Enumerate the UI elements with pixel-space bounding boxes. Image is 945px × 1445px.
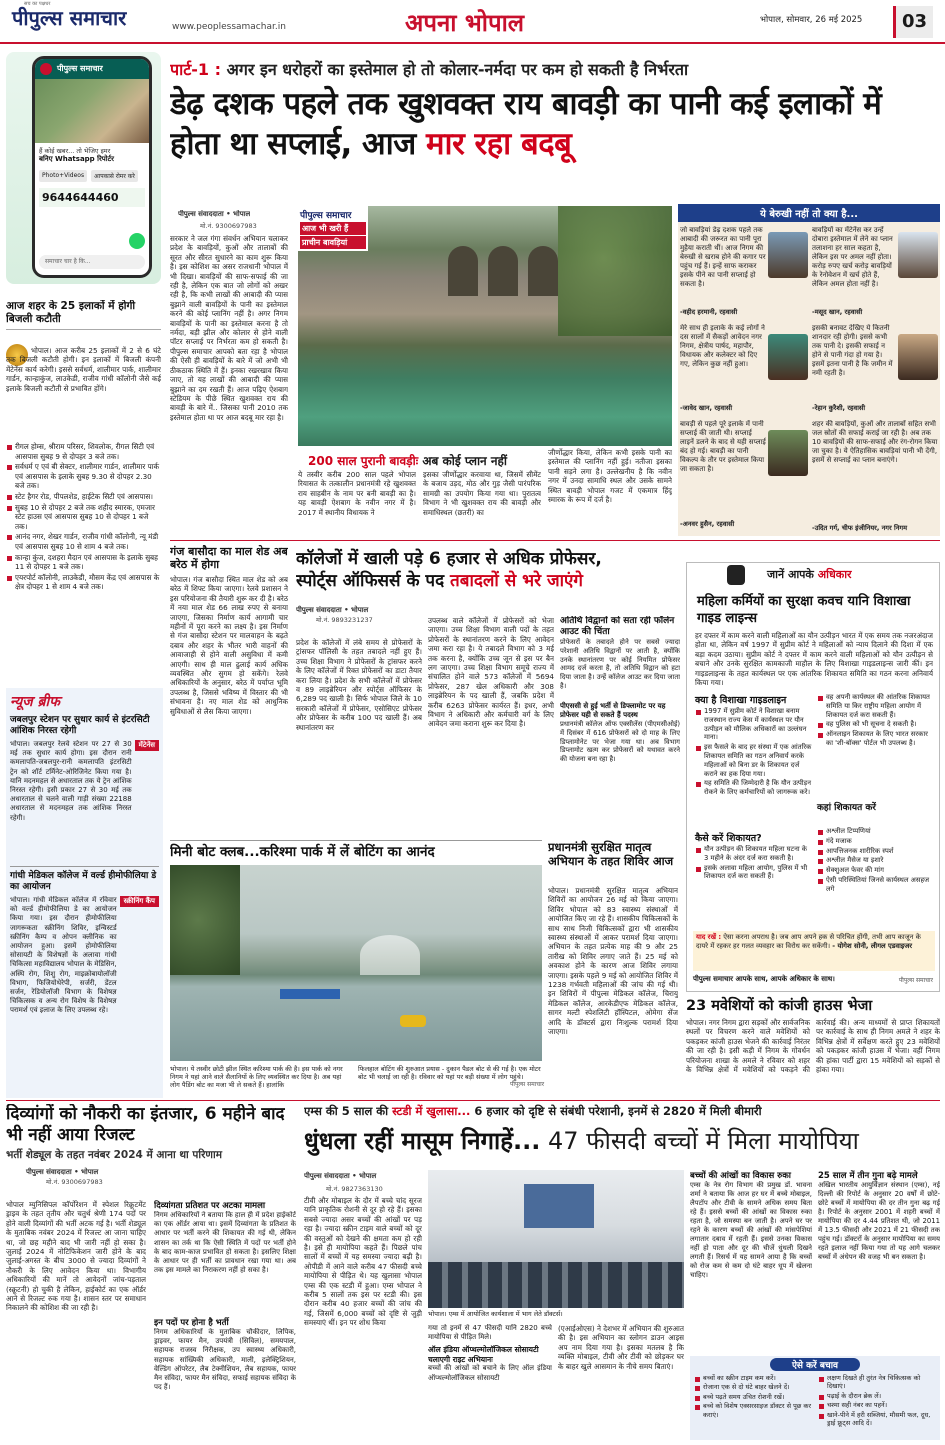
ganj-body: भोपाल। गंज बासौदा स्थित माल शेड को अब बरेठ में शिफ्ट किया जाएगा। रेलवे प्रशासन ने इस परियोजना की तैयारी शुरू कर दी है। बरेठ में नया माल शेड 66 लाख रुपए से बनाया जाएगा, जिसका निर्माण कार्य आगामी चार महीनों में पूरा करने का लक्ष्य है। इस निर्माण से गंज बासौदा स्टेशन पर मालवाहन के बढ़ते दबाव और शहर के भीतर भारी वाहनों की आवाजाही से होने वाली असुविधा में कमी आएगी। साथ ही माल ढुलाई कार्य अधिक व्यवस्थित और सुगम हो सकेंगे। रेलवे अधिकारियों के अनुसार, बरेठ में पर्याप्त भूमि उपलब्ध है, जिससे भविष्य में विस्तार की भी संभावना है। नए माल शेड को आधुनिक सुविधाओं से लैस किया जाएगा।: [170, 575, 288, 716]
quote-text: मेरे साथ ही इलाके के कई लोगों ने दस सालों में सैकड़ों आवेदन नगर निगम, क्षेत्रीय पार्षद, महापौर, विधायक और कलेक्टर को दिए गए, लेकिन कुछ नहीं हुआ।: [680, 324, 765, 368]
side2-title: 25 साल में तीन गुना बढ़े मामले: [818, 1171, 918, 1181]
list-item: रीगल होम्स, श्रीराम परिसर, शिवलोक, रीगल सिटी एवं आसपास सुबह 9 से दोपहर 3 बजे तक।: [6, 442, 161, 461]
page-number: 03: [893, 6, 933, 38]
headline-rest: 47 फीसदी बच्चों में मिला मायोपिया: [548, 1127, 859, 1155]
lead-kicker: [170, 58, 940, 80]
guest-faculty-title: अतिथि विद्वानों को सता रही फॉलेन आउट की चिंता: [560, 616, 675, 637]
fist-icon: [727, 565, 745, 585]
tips-left-list: [694, 1374, 812, 1440]
note-sign: - योगेश सोनी, लीगल एडवाइजर: [832, 941, 913, 950]
list-item: ऐसी परिस्थितियां जिनसे कार्यस्थल असहज लगे: [817, 876, 935, 894]
aiims-photo-caption: भोपाल। एम्स में आयोजित कार्यशाला में भाग लेते डॉक्टर्स।: [428, 1310, 563, 1318]
jobs-title: दिव्यांगों को नौकरी का इंतजार, 6 महीने बाद भी नहीं आया रिजल्ट: [6, 1104, 285, 1145]
list-item: ऑनलाइन शिकायत के लिए भारत सरकार का 'शी-बॉक्स' पोर्टल भी उपलब्ध है।: [817, 730, 935, 748]
photo-logo: पीपुल्स समाचार: [300, 211, 352, 221]
rights-how-list: [695, 845, 813, 925]
guest-faculty-box: [560, 616, 680, 840]
avatar: [898, 232, 938, 278]
kicker-text: अगर इन धरोहरों का इस्तेमाल हो तो कोलार-नर्मदा पर कम हो सकती है निर्भरता: [226, 60, 689, 79]
aiims-headline: [304, 1125, 940, 1157]
chat-input-bar[interactable]: समाचार चार है कि...: [39, 255, 145, 269]
brief-text-2: भोपाल। गांधी मेडिकल कॉलेज में रविवार को वर्ल्ड हीमोफीलिया डे का आयोजन किया गया। इस दौरान हीमोफीलिया जागरूकता स्क्रीनिंग शिविर, इन्विस्टर्ड स्क्रीनिंग कैम्प व ओपन क्लीनिक का आयोजन हुआ। इसमें होमोफीलिया सोसायटी के विशेषज्ञों के अलावा गांधी चिकित्सा महाविद्यालय भोपाल के मेडिसिन, अस्थि रोग, शिशु रोग, माइक्रोबायोलॉजी विभाग, फिजियोथेरेपी, सर्जरी, डेंटल सर्जन, रेडियोलॉजी विभाग के विशेषज्ञ चिकित्सक व अन्य रोग विशेष के विशेषज्ञ परामर्श एवं इलाज के लिए उपलब्ध रहे।: [10, 896, 117, 1015]
rights-col2-list: [817, 693, 935, 801]
section-divider: [170, 540, 940, 541]
kicker-rest: 6 हजार को दृष्टि से संबंधी परेशानी, इनमें से 2820 में मिली बीमारी: [474, 1104, 762, 1118]
boat-jetty: [280, 989, 340, 999]
list-item: बच्चे को विशेष एक्सरसाइज डॉक्टर से पूछ कर कराएं।: [694, 1402, 812, 1419]
ganj-article: [170, 545, 288, 825]
phone-mockup: [32, 56, 152, 278]
headline-part: स्पोर्ट्स ऑफिसर्स के पद: [296, 571, 445, 591]
cattle-article: [686, 996, 940, 1092]
lead-col-2: ये तस्वीर करीब 200 साल पहले भोपाल रियासत के तत्कालीन प्रधानमंत्री रहे खुशवक्त राय साहबीन के नाम पर बनी बावड़ी का है। यह बावड़ी ऐशबाग के नवीन नगर में है। 2017 में स्थानीय विधायक ने: [298, 470, 416, 517]
list-item: आपत्तिजनक शारीरिक स्पर्श: [817, 847, 935, 856]
aiims-side-1: [690, 1170, 812, 1350]
list-item: सेक्शुअल फेवर की मांग: [817, 866, 935, 875]
stepwell-arch-2: [488, 246, 518, 296]
avatar: [898, 334, 938, 380]
rights-label: [767, 567, 852, 582]
quote-2: [812, 226, 938, 320]
quote-1: [680, 226, 808, 320]
photo-caption-title: [308, 452, 507, 469]
report-button[interactable]: आपकासे रोमर करे: [91, 170, 138, 182]
power-cut-intro: भोपाल। आज करीब 25 इलाकों में 2 से 6 घंटे तक बिजली कटौती होगी। इन इलाकों में बिजली कंपनी मेंटेनेंस कार्य करेगी। इससे सर्वधर्म, शालीमार पार्क, शालीमार गार्डन, कान्हाकुंज, लाउकेडी, राजीव गांधी कॉलोनी जैसे कई इलाके बिजली कटौती से प्रभावित होंगे।: [6, 346, 161, 393]
rights-foot: पीपुल्स समाचार आपके साथ, आपके अधिकार के साथ।: [693, 975, 835, 983]
news-brief-label: न्यूज ब्रीफ: [10, 694, 60, 710]
aiims-side-2: [818, 1170, 940, 1350]
colleges-headline-2: [296, 570, 680, 592]
presentation-screen: [524, 1184, 594, 1228]
jobs-col2b-title: इन पदों पर होना है भर्ती: [154, 1318, 229, 1328]
lead-col-4: जीर्णोद्धार किया, लेकिन कभी इसके पानी का इस्तेमाल की प्लानिंग नहीं हुई। नतीजा इसका पानी सड़ने लगा है। उल्लेखनीय है कि नवीन नगर में उनदा सामाधि स्थल और उसके सामने स्थित बावड़ी भोपाल गजट में एकमात्र हिंदू स्मारक के रूप में दर्ज है।: [548, 448, 672, 505]
list-item: अश्लील मैसेज या इशारे: [817, 856, 935, 865]
aiims-col2-text: गया तो इनमें से 47 फीसदी यानि 2820 बच्चे मायोपिया से पीड़ित मिले।: [428, 1324, 552, 1342]
pm-camp-body: भोपाल। प्रधानमंत्री सुरक्षित मातृत्व अभियान शिविरों का आयोजन 26 मई को किया जाएगा। शिविर भोपाल को 83 स्वास्थ्य संस्थाओं में आयोजित किए जा रहे हैं। शासकीय चिकित्सकों के साथ साथ निजी चिकित्सकों द्वारा भी शासकीय स्वास्थ्य संस्थाओं में आकर परामर्श दिया जाएगा। अभियान के तहत प्रत्येक माह की 9 और 25 तारीख को शिविर लगाए जाते हैं। 25 मई को अवकाश होने के कारण आज शिविर लगाया जाएगा। इसके पहले 9 मई को आयोजित शिविर में 1238 गर्भवती महिलाओं की जांच की गई थी। इन शिविरों में पीपुल्स मेडिकल कॉलेज, चिरायु मेडिकल कॉलेज, आरकेडीएफ मेडिकल कॉलेज, सागर मल्टी स्पेशलिटी हॉस्पिटल, ओमेगा सेंज आदि के डॉक्टर्स द्वारा निःशुल्क परामर्श दिया जाएगा।: [548, 886, 678, 1037]
list-item: गंदे मजाक: [817, 837, 935, 846]
avatar: [768, 232, 808, 278]
quotes-sidebar-title: ये बेरुखी नहीं तो क्या है...: [678, 204, 940, 222]
promo-line1: हैं कोई खबर... तो भेजिए इमर: [39, 147, 111, 155]
list-item: यौन उत्पीड़न की शिकायत महिला घटना के 3 महीने के अंदर दर्ज करा सकती है।: [695, 845, 813, 863]
rights-credit: पीपुल्स समाचार: [898, 977, 933, 984]
avatar: [768, 334, 808, 380]
headline-part: धुंधला रहीं मासूम निगाहें...: [304, 1127, 541, 1155]
aiims-col-2: [428, 1324, 552, 1440]
quote-4: [812, 324, 938, 416]
boat-1: [400, 1015, 426, 1027]
list-item: लक्षण दिखते ही तुरंत नेत्र चिकित्सक को दिखाएं।: [818, 1374, 938, 1391]
boat-title: मिनी बोट क्लब...करिश्मा पार्क में लें बोटिंग का आनंद: [170, 844, 435, 860]
list-item: इसके अलावा महिला आयोग, पुलिस में भी शिकायत दर्ज करा सकती हैं।: [695, 864, 813, 882]
rights-what-list: [695, 707, 813, 827]
quote-author: -जावेद खान, रहवासी: [680, 404, 733, 412]
audience: [428, 1262, 684, 1308]
quote-3: [680, 324, 808, 416]
quote-5: [680, 420, 808, 534]
jobs-col-1: भोपाल म्युनिसिपल कॉर्पोरेशन में स्पेशल रिक्रूटमेंट ड्राइव के तहत तृतीय और चतुर्थ श्रेणी 174 पदों पर होने वाली दिव्यांगों की भर्ती अटक गई है। भर्ती शेड्यूल के मुताबिक नवंबर 2024 में रिजल्ट आ जाना चाहिए था, जो छह महीने बाद भी जारी नहीं हो सका है। जुलाई 2024 में नोटिफिकेशन जारी होने के बाद जुलाई-अगस्त के बीच 3000 से ज्यादा दिव्यांगों ने नौकरी के लिए आवेदन किया था। विभागीय अधिकारियों की मानें तो आवेदनों जांच-पड़ताल (स्क्रूटनी) हो चुकी है लेकिन, हाईकोर्ट का एक ऑर्डर आने से रिजल्ट रुक गया है। शासन स्तर पर समाधान निकालने की कोशिश की जा रही है।: [6, 1200, 146, 1313]
pm-camp-title: प्रधानमंत्री सुरक्षित मातृत्व अभियान के तहत शिविर आज: [548, 840, 674, 868]
fountain: [360, 935, 420, 975]
avatar: [768, 430, 808, 476]
jobs-byline: पीपुल्स संवाददाता • भोपाल: [26, 1168, 99, 1176]
colleges-article: [296, 548, 680, 840]
list-item: वह अपनी कार्यस्थल की आंतरिक शिकायत समिति या किर राष्ट्रीय महिला आयोग में शिकायत दर्ज करा सकती हैं।: [817, 693, 935, 719]
part-label: पार्ट-1 :: [170, 60, 222, 79]
masthead-logo-tag: सच का पक्षधर: [24, 1, 51, 7]
quote-author: -मसूद खान, रहवासी: [812, 308, 863, 316]
news-brief: [6, 688, 163, 1098]
aiims-kicker: [304, 1104, 940, 1119]
tree-foliage: [558, 206, 672, 336]
lead-byline: पीपुल्स संवाददाता • भोपाल: [178, 210, 251, 218]
dateline: भोपाल, सोमवार, 26 मई 2025: [760, 15, 863, 25]
colleges-byline: पीपुल्स संवाददाता • भोपाल: [296, 606, 369, 614]
colleges-col-1: प्रदेश के कॉलेजों में लंबे समय से प्रोफेसरों के ट्रांसफर पॉलिसी के तहत तबादले नहीं हुए हैं। उच्च शिक्षा विभाग ने प्रोफेसरों के ट्रांसफर करने के लिए कॉलेजों में रिक्त प्रोफेसरों का डाटा तैयार करा लिया है। प्रदेश के सभी कॉलेजों में प्रोफेसर व 89 लाइब्रेरियन और स्पोर्ट्स ऑफिसर के 6,289 पद खाली है। सिर्फ भोपाल जिले के 10 सरकारी कॉलेजों में प्रोफेसर, एसोसिएट प्रोफेसर और प्रोफेसर के करीब 100 पद खाली हैं। अब स्थानांतरण कर: [296, 638, 422, 732]
brief-text-1: भोपाल। जबलपुर रेलवे स्टेशन पर 27 से 30 मई तक सुधार कार्य होगा। इस दौरान रानी कमलापति-जबलपुर-रानी कमलापति इंटरसिटी ट्रेन को शॉर्ट टर्मिनेट-ओरिजिनेट किया गया है। यानि मदनमहल से अधारताल तक ये ट्रेन आंशिक निरस्त रहेगी। इसी प्रकार 27 से 30 मई तक अधारताल से चलने वाली गाड़ी संख्या 22188 अधारताल से मदनमहल तक आंशिक निरस्त रहेगी।: [10, 740, 132, 822]
cattle-body: भोपाल। नगर निगम द्वारा सड़कों और सार्वजनिक स्थलों पर विचरण करने वाले मवेशियों को पकड़कर कांजी हाउस भेजने की कार्रवाई निरंतर की जा रही है। इसी कड़ी में निगम के गोवर्धन परियोजना शाखा के अमले ने रविवार को शहर के विभिन्न क्षेत्रों में मवेशियों को पकड़ने की कार्रवाई की। अन्य माध्यमों से प्राप्त शिकायतों पर कार्रवाई के साथ ही निगम अमले ने शहर के विभिन्न क्षेत्रों में सर्वेक्षण करते हुए 23 मवेशियों को पकड़कर कांजी हाउस में भेजा। वहीं निगम की हांका पार्टी द्वारा 15 मवेशियों को सड़कों से हांका गया।: [686, 1018, 940, 1075]
stepwell-arch-1: [448, 246, 478, 296]
promo-line2: बनिए Whatsapp रिपोर्टर: [39, 155, 114, 163]
lead-col-1: सरकार ने जल गंगा संवर्धन अभियान चलाकर प्रदेश के बावड़ियों, कुओं और तालाबों की सूरत और सीरत सुधारने का काम शुरू किया है। इस कोशिश का असर राजधानी भोपाल में भी दिखा। बावड़ियों की साफ-सफाई की जा रही है, लेकिन एक बात जो लोगों को अखर रही है, कि कभी लाखों की आबादी की प्यास बुझाने वाली बावड़ियों के पानी का इस्तेमाल करने की कोई प्लानिंग नहीं है। अगर निगम बावड़ियों के पानी का इस्तेमाल करना है तो नर्मदा, बड़ी झील और कोलार से होने वाली पॉटर सप्लाई पर निर्भरता कम हो सकती है। पीपुल्स समाचार आपको बता रहा है भोपाल की ऐसी ही बावड़ियों के बारे में जो अभी भी ठीकठाक स्थिति में हैं। इनका रखरखाव किया जाए, तो यह लाखों की आबादी की प्यास बुझाने का दम रखती हैं। आज पढ़िए ऐशबाग स्टेडियम के पीछे स्थित खुशवक्त राय की बावड़ी के बारे में.. जिसका पानी 2010 तक इस्तेमाल होता था पर आज बदबू मार रहा है।: [170, 234, 288, 422]
headline-highlight: तबादलों से भरे जाएंगे: [450, 571, 583, 591]
list-item: यह समिति की जिम्मेदारी है कि यौन उत्पीड़न रोकने के लिए कर्मचारियों को जागरूक करे।: [695, 779, 813, 797]
jobs-article: [6, 1104, 296, 1440]
list-item: कान्हा कुंज, दशहरा मैदान एवं आसपास के इलाके सुबह 11 से दोपहर 1 बजे तक।: [6, 553, 161, 572]
caption-text: अब कोई प्लान नहीं: [422, 454, 508, 468]
brief-tag-1: मेंटेनेंस: [135, 740, 159, 751]
colleges-col-2: उपलब्ध वाले कॉलेजों में प्रोफेसरों को भेजा जाएगा। उच्च शिक्षा विभाग वाली पदों के तहत प्रोफेसरों के स्थानांतरण करने के लिए आवेदन जमा करा रहा है। ये तबादले विभाग को 3 मई तक करना है, क्योंकि उच्च जून से इस पर बैन लग जाएगा। उच्च शिक्षा विभाग समूचे राज्य में संचालित होने वाले 573 कॉलेजों में 5694 प्रोफेसर, 287 खेल अधिकारी और 308 लाइब्रेरियन के पद खाली हैं, जबकि प्रदेश में करीब 6263 प्रोफेसर कार्यरत हैं। इधर, अभी विभाग ने अधिकारी और कर्मचारी वर्ग के लिए आवेदन जमा कराना शुरू कर दिया है।: [428, 616, 554, 729]
list-item: स्टेट हैगर रोड, पीपलशेड, हाईटेक सिटी एवं आसपास।: [6, 492, 161, 502]
quotes-sidebar: [678, 204, 940, 536]
photo-tag-1: आज भी खरी हैं: [300, 222, 366, 235]
kicker-part: एम्स की 5 साल की: [304, 1104, 389, 1118]
jobs-mobile: मो.नं. 9300697983: [46, 1178, 103, 1186]
quote-text: बावड़ियों का मेंटेनेंस कर उन्हें दोबारा इस्तेमाल में लेने का प्लान तलाशना हर साल कहता है, लेकिन इस पर अमल नहीं होता। करोड़ रुपए खर्च करोड़ बावड़ियों के रेनोवेशन में खर्च होते हैं, लेकिन अमल होता नहीं है।: [812, 226, 893, 288]
jobs-col2-title: दिव्यांगता प्रतिशत पर अटका मामला: [154, 1201, 266, 1211]
stepwell-photo: [298, 206, 672, 446]
label-text: जानें आपके: [767, 568, 814, 581]
boat-caption-1: भोपाल। ये तस्वीर छोटी झील स्थित करिश्मा पार्क की है। इस पार्क को नगर निगम ने यहां आने वाले सैलानियों के लिए व्यवस्थित कर दिया है। अब यहां लोग पैडिंग बोट का मजा भी ले सकते हैं। हालांकि: [170, 1065, 343, 1089]
promo-logo: पीपुल्स समाचार: [57, 64, 103, 73]
headline-text: डेढ़ दशक पहले तक खुशवक्त राय बावड़ी का पानी कई इलाकों में होता था सप्लाई, आज: [170, 86, 882, 162]
lead-mobile: मो.नं. 9300697983: [200, 222, 257, 230]
logo-icon: [40, 63, 52, 75]
list-item: आनंद नगर, शेखर गार्डन, राजीव गांधी कॉलोनी, न्यू मंडी एवं आसपास सुबह 10 से शाम 4 बजे तक।: [6, 532, 161, 551]
quote-6: [812, 420, 938, 534]
section-title: अपना भोपाल: [405, 8, 525, 37]
colleges-mobile: मो.नं. 9893231237: [316, 616, 373, 624]
jobs-col2-body: निगम अधिकारियों ने बताया कि हाल ही में प्रदेश हाईकोर्ट का एक ऑर्डर आया था। इसमें दिव्यांगता के प्रतिशत के आधार पर भर्ती करने की शिकायत की गई थी, लेकिन शासन का तर्क था कि ऐसी स्थिति में पदों पर भर्ती होने के बाद काम-काज प्रभावित हो सकता है। इसलिए शिक्षा के आधार पर ही भर्ती का प्रावधान रखा गया था। अब तक इस मामले का निराकरण नहीं हो सका है।: [154, 1211, 296, 1275]
aiims-byline: पीपुल्स संवाददाता • भोपाल: [304, 1172, 377, 1180]
quote-text: बावड़ी से पहले पूरे इलाके में पानी सप्लाई की जाती थी। सप्लाई लाइनें डलने के बाद से यही सप्लाई बंद हो गई। बावड़ी का पानी विकल्प के तौर पर इस्तेमाल किया जा सकता है।: [680, 420, 766, 473]
masthead: [0, 0, 945, 44]
label-highlight: अधिकार: [817, 568, 852, 581]
aiims-col2-subtitle: ऑल इंडिया ऑप्थल्मोलॉजिकल सोसायटी चलाएगी राइट अभियानः: [428, 1345, 539, 1364]
stepwell-arch-3: [528, 246, 558, 296]
power-cut-article: [6, 300, 161, 672]
ganj-title: गंज बासौदा का माल शेड अब बरेठ में होगा: [170, 545, 288, 571]
side1-title: बच्चों की आंखों का विकास रुका: [690, 1171, 791, 1181]
phone-photo: [35, 79, 149, 143]
rights-title: महिला कर्मियों का सुरक्षा कवच यानि विशाखा गाइड लाइन्स: [697, 594, 911, 626]
list-item: खाने-पीने में हरी सब्जियां, मौसमी फल, दूध, ड्राई फ्रूट्स आदि दें।: [818, 1411, 938, 1428]
list-item: पढ़ाई के दौरान ब्रेक लें।: [818, 1392, 938, 1400]
list-item: इस फैसले के बाद हर संस्था में एक आंतरिक शिकायत समिति का गठन अनिवार्य करके महिलाओं को बिना डर के शिकायत दर्ज कराने का हक दिया गया।: [695, 743, 813, 778]
whatsapp-promo: [6, 52, 161, 284]
quote-author: -रेहान कुरैशी, रहवासी: [812, 404, 866, 412]
note-label: याद रखें :: [696, 933, 722, 941]
quote-text: जो बावड़ियां डेढ़ दशक पहले तक आबादी की जरूरत का पानी पूरा मुहैया कराती थीं। आज निगम की बेरुखी से खराब होने की कगार पर पहुंच गई हैं। इन्हें साफ कराकर इसके पीने का पानी सप्लाई हो सकता है।: [680, 226, 766, 288]
side2-body: अखिल भारतीय आयुर्विज्ञान संस्थान (एम्स), नई दिल्ली की रिपोर्ट के अनुसार 20 वर्षों में छोटे-छोटे बच्चों में मायोपिया की दर तीन गुना बढ़ गई है। रिपोर्ट के अनुसार 2001 में शहरी बच्चों में मायोपिया की दर 4.44 प्रतिशत थी, जो 2011 में 13.5 फीसदी और 2021 में 21 फीसदी तक पहुंच गई। डॉक्टरों के अनुसार मायोपिया का समय रहते इलाज नहीं किया गया तो यह आगे चलकर बच्चों में अंधेपन की वजह भी बन सकता है।: [818, 1181, 940, 1261]
quote-author: -वहीद हरमानी, रहवासी: [680, 308, 738, 316]
note-text: ऐसा करना अपराध है। जब आप अपने हक से परिचित होंगी, तभी आप काजून के दायरे में रहकर हर गलत व्यवहार का विरोध कर सकेंगी।: [696, 933, 921, 950]
boat-club-article: [170, 840, 545, 1090]
guest-faculty-body: प्रोफेसरों के तबादले होने पर सबसे ज्यादा परेशानी अतिथि विद्वानों पर आती है, क्योंकि उनके स्थानांतरण पर कोई नियमित प्रोफेसर आमद दर्ज करता है, तो अतिथि विद्वान को हटा दिया जाता है। उन्हें कॉलेज आउट कर दिया जाता है।: [560, 638, 680, 690]
brief-tag-2: स्क्रीनिंग कैंप: [120, 896, 159, 907]
rights-article: [686, 562, 940, 992]
lead-headline: [170, 84, 940, 164]
pmcoe-title: पीएससी से हुई भर्ती से डिफ्लामोट पर यह प्रोफेसर यही से सकते हैं पदस्थ: [560, 702, 666, 719]
kicker-highlight: स्टडी में खुलासा...: [392, 1104, 471, 1118]
caption-title: 200 साल पुरानी बावड़ीः: [308, 454, 419, 468]
photo-logo-badge: [298, 206, 368, 251]
jobs-col2b-body: निगम अधिकारियों के मुताबिक चौकीदार, लिपिक, ड्राइवर, फायर मैन, उपयंत्री (सिविल), समयपाल, सहायक राजस्व निरीक्षक, उप स्वास्थ्य अधिकारी, सहायक सांख्यिकी अधिकारी, माली, इलेक्ट्रिशियन, वेल्डिंग ऑपरेटर, लैब टेक्नीशियन, लैब सहायक, फायर मैन संविदा, फायर मैन संविदा, सफाई सहायक संविदा के पद हैं।: [154, 1328, 296, 1392]
lead-story: [170, 58, 940, 536]
aiims-col-1: टीवी और मोबाइल के दौर में बच्चे चांद सूरज यानि प्राकृतिक रोशनी से दूर हो रहे हैं। इसका सबसे ज्यादा असर बच्चों की आंखों पर पड़ रहा है। ज्यादा स्क्रीन टाइम वाले बच्चों को दूर की वस्तुओं को देखने की क्षमता कम हो रही है। इसे ही मायोपिया कहते हैं। पिछले पांच सालों में बच्चों में यह समस्या ज्यादा बढ़ी है। ओपीडी में आने वाले करीब 47 फीसदी बच्चे मायोपिया से पीड़ित थे। यह खुलासा भोपाल एम्स की एक स्टडी में हुआ। एम्स भोपाल ने करीब 5 सालों तक इस पर स्टडी की। इस दौरान करीब 40 हजार बच्चों की जांच की गई, जिसमें 6,000 बच्चों को दृष्टि से जुड़ी समस्याएं थीं। इन पर शोध किया: [304, 1196, 422, 1328]
whatsapp-icon[interactable]: [129, 233, 145, 249]
list-item: सर्वधर्म ए एवं बी सेक्टर, शालीमार गार्डन, शालीमार पार्क एवं आसपास के इलाके सुबह 9.30 से दोपहर 2.30 बजे तक।: [6, 462, 161, 491]
list-item: चश्मा सही नंबर का पहनें।: [818, 1401, 938, 1409]
website-link[interactable]: www.peoplessamachar.in: [172, 22, 286, 32]
lead-col-3: इसका जीर्णोद्धार करवाया था, जिसमें सीमेंट के बजाय उड़द, मोठ और गुड़ जैसी पारंपरिक सामग्री का उपयोग किया गया था। पुरातत्व विभाग ने भी खुशवक्त राय की बावड़ी और समाधिस्थल (छतरी) का: [423, 470, 541, 517]
jobs-col-2: [154, 1200, 296, 1440]
aiims-photo: [428, 1170, 684, 1308]
photo-videos-button[interactable]: Photo+Videos: [39, 170, 87, 182]
boat-caption-2: फिलहाल बोटिंग की शुरुआत प्रयास - दुकान पैडल बोट से की गई है। एक मोटर बोट भी चलाई जा रही है। रविवार को यहां पर बड़ी संख्या में लोग पहुंचे।: [358, 1065, 541, 1081]
boat-credit: पीपुल्स समाचार: [510, 1081, 545, 1088]
rights-intro: हर दफ्तर में काम करने वाली महिलाओं का यौन उत्पीड़न भारत में एक समय तक नजरअंदाज होता था, लेकिन वर्ष 1997 में सुप्रीम कोर्ट ने महिलाओं को न्याय दिलाने की दिशा में एक बड़ा कदम उठाया। सुप्रीम कोर्ट ने दफ्तर में काम करने वाली महिलाओं को यौन उत्पीड़न से बचाने और उनके सुरक्षित कामकाजी माहौल के लिए विशाखा गाइडलाइन्स जारी कीं। इन गाइडलाइन्स के तहत कार्यस्थल पर एक आंतरिक शिकायत समिति का गठन करना अनिवार्य किया गया।: [695, 631, 933, 688]
side1-body: एम्स के नेत्र रोग विभाग की प्रमुख डॉ. भावना शर्मा ने बताया कि आज हर घर में बच्चे मोबाइल, लैपटॉप और टीवी के सामने अधिक समय बिता रहे हैं। इससे बच्चों की आंखों का विकास रुका रहता है, जो समस्या बन जाती है। अपने घर पर रहने के कारण बच्चों की आंखों की मांसपेशियां लगातार दबाव में रहती हैं। इससे उनका विकास नहीं हो पाता और दूर की चीजें धुंधली दिखने लगती हैं। रिसर्च में यह सामने आया है कि बच्चों को रोज कम से कम दो घंटे बाहर धूप में खेलना चाहिए।: [690, 1181, 812, 1279]
quote-author: -अनवर हुसैन, रहवासी: [680, 520, 735, 528]
tips-right-list: [818, 1374, 938, 1440]
quote-author: -उदित गर्ग, चीफ इंजीनियर, नगर निगम: [812, 524, 908, 532]
aiims-article: [304, 1104, 940, 1440]
power-cut-title: आज शहर के 25 इलाकों में होगी बिजली कटौती: [6, 300, 161, 330]
rights-where-title: कहां शिकायत करें: [817, 803, 876, 813]
quote-text: इसकी बनावट देखिए ये कितनी शानदार रही होगी। इससे कभी तक पानी दे। इसकी सफाई न होने से पानी गंदा हो गया है। इसमें इतना पानी है कि जमीन में नमी रहती है।: [812, 324, 893, 377]
section-divider: [6, 1100, 940, 1101]
rights-what-title: क्या है विशाखा गाइडलाइन: [695, 695, 787, 706]
list-item: 1997 में सुप्रीम कोर्ट ने विशाखा बनाम राजस्थान राज्य केस में कार्यस्थल पर यौन उत्पीड़न को मौलिक अधिकारों का उल्लंघन माना।: [695, 707, 813, 742]
list-item: सुबह 10 से दोपहर 2 बजे तक शहीद स्मारक, एमजार स्टेट हाउस एवं आसपास सुबह 10 से दोपहर 1 बजे तक।: [6, 503, 161, 532]
jobs-subtitle: भर्ती शेड्यूल के तहत नवंबर 2024 में आना था परिणाम: [6, 1149, 223, 1161]
brief-headline-2: गांधी मेडिकल कॉलेज में वर्ल्ड हीमोफीलिया डे का आयोजन: [10, 866, 159, 893]
headline-highlight: मार रहा बदबू: [426, 126, 572, 162]
colleges-headline-1: कॉलेजों में खाली पड़े 6 हजार से अधिक प्रोफेसर,: [296, 549, 602, 569]
rights-where-list: [817, 827, 935, 931]
prevention-tips-box: [690, 1356, 940, 1440]
whatsapp-number[interactable]: 9644644460: [39, 188, 145, 207]
aiims-col2b-text: बच्चों की आंखों को बचाने के लिए ऑल इंडिया ऑप्थल्मोलॉजिकल सोसायटी: [428, 1364, 552, 1382]
quote-text: शहर की बावड़ियों, कुओं और तालाबों सहित सभी जल स्रोतों की सफाई कराई जा रही है। अब तक 10 बावड़ियों की साफ-सफाई और रंग-रोगन किया जा चुका है। ये ऐतिहासिक बावड़ियां पानी भी देंगी, इसमें से सप्लाई का प्लान बनाएंगे।: [812, 420, 938, 464]
pm-camp-article: [548, 840, 678, 1090]
rights-note: [693, 931, 935, 971]
boat-photo: [170, 865, 542, 1061]
aiims-col-3: (एआईओएस) ने देशभर में अभियान की शुरुआत की है। इस अभियान का स्लोगन डाउन आइस अप नाम दिया गया है। इसका मतलब है कि व्यक्ति मोबाइल, टीवी और टीवी को छोड़कर घर के बाहर खुले आसमान के नीचे समय बिताएं।: [558, 1324, 684, 1371]
photo-tag-2: प्राचीन बावड़ियां: [300, 236, 366, 249]
pmcoe-body: प्रधानमंत्री कॉलेज ऑफ एक्सीलेंस (पीएमसीओई) में दिसंबर में 616 प्रोफेसरों को दो माह के लिए डिप्लामोनेट पर भेजा गया था। अब विभाग डिप्लामोट खत्म कर प्रोफेसरों को यथावत करने की योजना बना रहा है।: [560, 720, 680, 764]
cattle-title: 23 मवेशियों को कांजी हाउस भेजा: [686, 998, 873, 1014]
list-item: रोजाना एक से दो घंटे बाहर खेलने दें।: [694, 1383, 812, 1391]
list-item: वह पुलिस को भी सूचना दे सकती है।: [817, 720, 935, 729]
masthead-logo[interactable]: पीपुल्स समाचार: [12, 6, 127, 30]
list-item: बच्चे पढ़ते समय उचित रोशनी रखें।: [694, 1393, 812, 1401]
tips-title: ऐसे करें बचाव: [770, 1358, 860, 1371]
brief-headline-1: जबलपुर स्टेशन पर सुधार कार्य से इंटरसिटी आंशिक निरस्त रहेगी: [10, 715, 150, 736]
list-item: एयरपोर्ट कॉलोनी, लाउकेडी, मौसम केंद्र एवं आसपास के क्षेत्र दोपहर 1 से शाम 4 बजे तक।: [6, 573, 161, 592]
trees: [170, 865, 240, 975]
list-item: अश्लील टिप्पणियां: [817, 827, 935, 836]
phone-header: [35, 59, 149, 79]
list-item: बच्चों का स्क्रीन टाइम कम करें।: [694, 1374, 812, 1382]
power-cut-list: [6, 442, 161, 672]
rights-how-title: कैसे करें शिकायत?: [695, 833, 762, 844]
aiims-mobile: मो.नं. 9827363130: [326, 1185, 383, 1193]
